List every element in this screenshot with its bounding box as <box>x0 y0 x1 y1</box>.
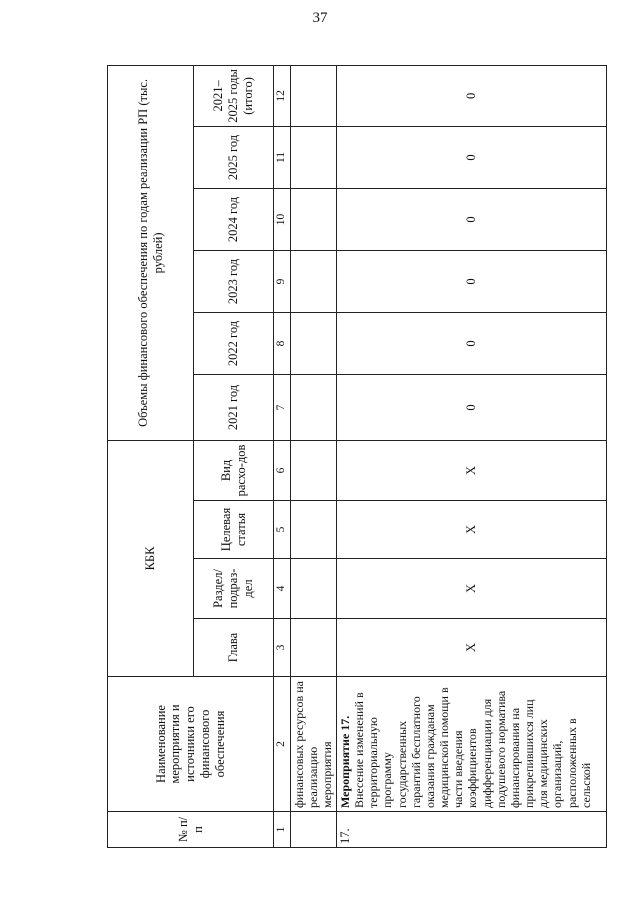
header-num: № п/п <box>108 812 274 848</box>
header-celevaya: Целевая статья <box>194 501 274 559</box>
row17-2021: 0 <box>337 374 607 440</box>
col-number: 11 <box>274 126 291 188</box>
financing-table <box>107 65 607 848</box>
header-razdel: Раздел/ подраз-дел <box>194 559 274 619</box>
row17-razdel: Х <box>337 559 607 619</box>
header-2022: 2022 год <box>194 312 274 374</box>
col-number: 9 <box>274 250 291 312</box>
row17-2024: 0 <box>337 188 607 250</box>
column-numbers-row <box>274 65 291 847</box>
row17-2025: 0 <box>337 126 607 188</box>
row17-name-cell <box>337 677 607 812</box>
header-2024: 2024 год <box>194 188 274 250</box>
col-number: 6 <box>274 440 291 500</box>
financing-table-container <box>107 66 607 848</box>
row17-glava: Х <box>337 619 607 677</box>
col-number: 2 <box>274 677 291 812</box>
col-number: 10 <box>274 188 291 250</box>
col-number: 5 <box>274 501 291 559</box>
row17-vid: Х <box>337 440 607 500</box>
col-number: 1 <box>274 812 291 848</box>
row17-title: Мероприятие 17. <box>338 715 352 808</box>
col-number: 4 <box>274 559 291 619</box>
row17-name: Внесение изменений в территориальную программу государственных гарантий бесплатного оказания гражданам медицинской помощи в части введения коэффициентов дифференциации для подушевого норматива финансирования на прикрепившихся лиц для медицинских организаций, расположенных в сельской <box>352 687 593 808</box>
row17-num: 17. <box>337 812 607 848</box>
header-2021: 2021 год <box>194 374 274 440</box>
header-2023: 2023 год <box>194 250 274 312</box>
header-row-top <box>108 65 194 847</box>
row17-2022: 0 <box>337 312 607 374</box>
row17-total: 0 <box>337 65 607 126</box>
header-name: Наименование мероприятия и источники его финансового обеспечения <box>108 677 274 812</box>
page-number: 37 <box>312 10 328 26</box>
header-glava: Глава <box>194 619 274 677</box>
header-funding: Объемы финансового обеспечения по годам реализации РП (тыс. рублей) <box>108 65 194 440</box>
table-row-continuation <box>291 65 337 847</box>
rotated-table-wrapper <box>107 66 607 848</box>
header-kbk: КБК <box>108 440 194 676</box>
col-number: 12 <box>274 65 291 126</box>
header-total: 2021– 2025 годы (итого) <box>194 65 274 126</box>
continuation-name: финансовых ресурсов на реализацию мероприятия <box>291 677 337 812</box>
row17-2023: 0 <box>337 250 607 312</box>
col-number: 8 <box>274 312 291 374</box>
header-2025: 2025 год <box>194 126 274 188</box>
table-row-17 <box>337 65 607 847</box>
col-number: 3 <box>274 619 291 677</box>
col-number: 7 <box>274 374 291 440</box>
row17-celevaya: Х <box>337 501 607 559</box>
header-vid: Вид расхо-дов <box>194 440 274 500</box>
